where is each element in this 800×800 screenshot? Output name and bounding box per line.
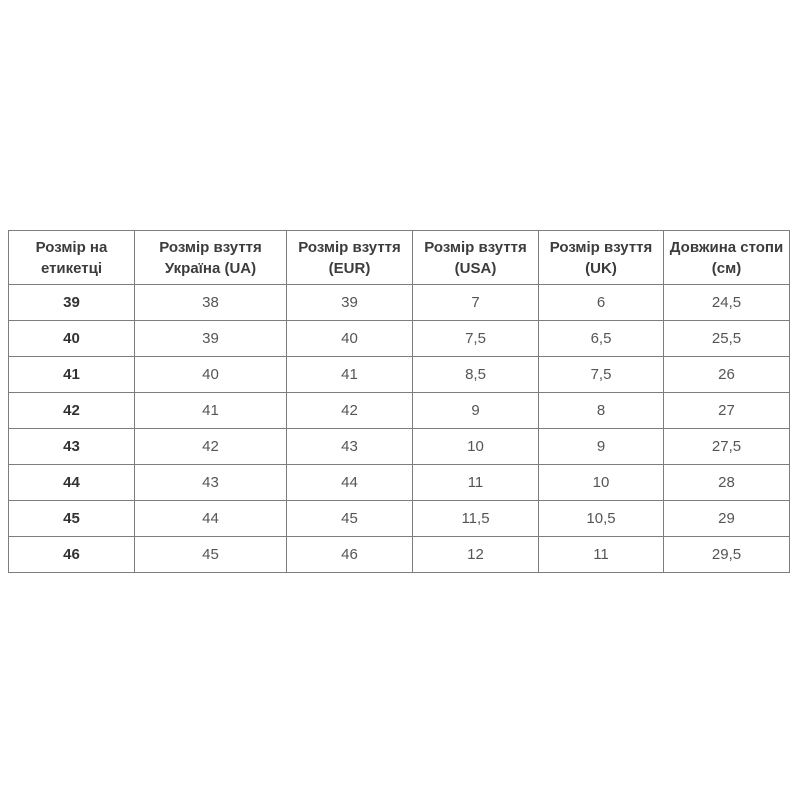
table-cell-uk: 6 (539, 285, 664, 321)
table-cell-eur: 40 (287, 321, 413, 357)
table-cell-uk: 7,5 (539, 357, 664, 393)
table-cell-foot-length: 29,5 (664, 537, 790, 573)
table-cell-foot-length: 26 (664, 357, 790, 393)
table-cell-usa: 12 (413, 537, 539, 573)
table-cell-eur: 41 (287, 357, 413, 393)
table-row (9, 429, 790, 465)
table-cell-usa: 10 (413, 429, 539, 465)
table-row (9, 501, 790, 537)
table-row (9, 321, 790, 357)
column-header-usa-size: Розмір взуття (USA) (413, 231, 539, 285)
table-cell-label-size: 43 (9, 429, 135, 465)
size-conversion-table (8, 230, 790, 573)
table-row (9, 285, 790, 321)
table-cell-uk: 6,5 (539, 321, 664, 357)
column-header-uk-size: Розмір взуття (UK) (539, 231, 664, 285)
table-cell-usa: 8,5 (413, 357, 539, 393)
table-cell-ua: 44 (135, 501, 287, 537)
table-cell-uk: 10 (539, 465, 664, 501)
table-cell-foot-length: 28 (664, 465, 790, 501)
table-cell-foot-length: 24,5 (664, 285, 790, 321)
table-row (9, 465, 790, 501)
table-cell-usa: 7 (413, 285, 539, 321)
table-row (9, 357, 790, 393)
table-cell-ua: 45 (135, 537, 287, 573)
table-cell-eur: 46 (287, 537, 413, 573)
table-cell-eur: 42 (287, 393, 413, 429)
table-cell-eur: 44 (287, 465, 413, 501)
table-cell-uk: 9 (539, 429, 664, 465)
table-cell-foot-length: 29 (664, 501, 790, 537)
header-row (9, 231, 790, 285)
table-cell-label-size: 42 (9, 393, 135, 429)
table-cell-uk: 8 (539, 393, 664, 429)
table-cell-foot-length: 27,5 (664, 429, 790, 465)
table-cell-eur: 45 (287, 501, 413, 537)
table-cell-ua: 38 (135, 285, 287, 321)
table-cell-label-size: 44 (9, 465, 135, 501)
table-cell-ua: 39 (135, 321, 287, 357)
table-cell-foot-length: 27 (664, 393, 790, 429)
table-cell-label-size: 46 (9, 537, 135, 573)
table-cell-ua: 43 (135, 465, 287, 501)
column-header-ua-size: Розмір взуття Україна (UA) (135, 231, 287, 285)
table-cell-label-size: 41 (9, 357, 135, 393)
table-cell-foot-length: 25,5 (664, 321, 790, 357)
table-cell-ua: 40 (135, 357, 287, 393)
column-header-foot-length: Довжина стопи (см) (664, 231, 790, 285)
table-cell-ua: 41 (135, 393, 287, 429)
column-header-eur-size: Розмір взуття (EUR) (287, 231, 413, 285)
table-cell-usa: 7,5 (413, 321, 539, 357)
column-header-label-size: Розмір на етикетці (9, 231, 135, 285)
table-cell-usa: 9 (413, 393, 539, 429)
table-cell-label-size: 40 (9, 321, 135, 357)
table-cell-eur: 39 (287, 285, 413, 321)
table-cell-uk: 11 (539, 537, 664, 573)
table-cell-usa: 11,5 (413, 501, 539, 537)
table-cell-label-size: 45 (9, 501, 135, 537)
table-cell-eur: 43 (287, 429, 413, 465)
table-row (9, 393, 790, 429)
table-cell-uk: 10,5 (539, 501, 664, 537)
table-row (9, 537, 790, 573)
table-cell-ua: 42 (135, 429, 287, 465)
table-cell-usa: 11 (413, 465, 539, 501)
table-cell-label-size: 39 (9, 285, 135, 321)
